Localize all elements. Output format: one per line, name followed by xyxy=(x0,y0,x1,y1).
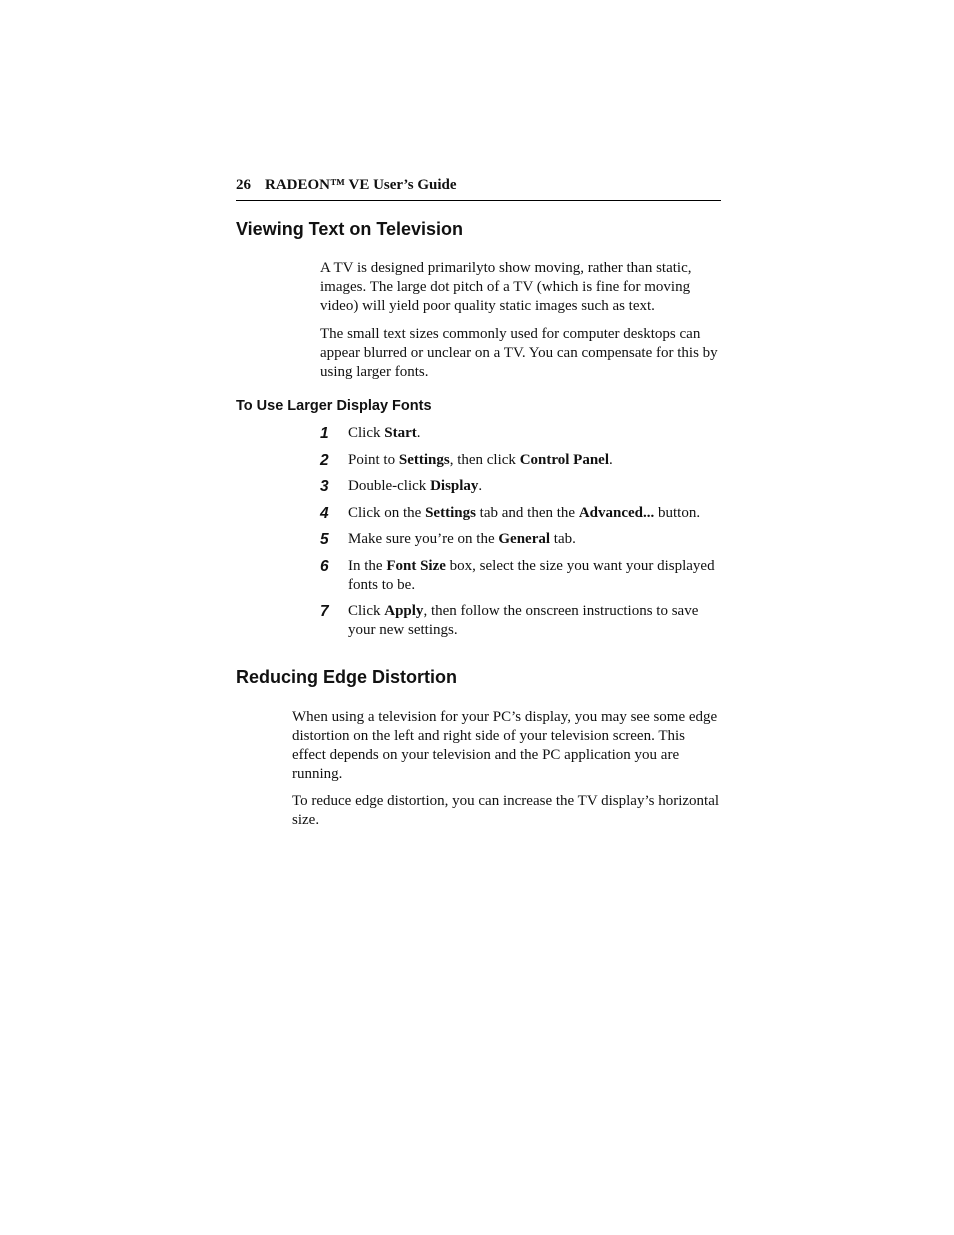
ui-term: Font Size xyxy=(386,557,446,574)
step-item xyxy=(320,424,720,443)
ui-term: Settings xyxy=(398,451,450,468)
step-item xyxy=(320,602,720,640)
step-item xyxy=(320,557,720,595)
ui-term: Settings xyxy=(425,504,476,521)
step-number: 4 xyxy=(320,504,329,522)
paragraph: When using a television for your PC’s display, you may see some edge distortion on the left and right side of your television screen. This effect depends on your television and the PC application you are running. xyxy=(292,709,718,782)
step-number: 1 xyxy=(320,425,329,442)
running-header xyxy=(236,177,721,201)
section-heading-viewing-text: Viewing Text on Television xyxy=(236,219,464,239)
step-text: . xyxy=(609,451,613,468)
step-text: Make sure you’re on the xyxy=(348,531,499,547)
ui-term: Advanced... xyxy=(578,504,655,521)
step-text: Click xyxy=(348,603,385,619)
step-text: In the xyxy=(348,557,387,574)
step-text: , then click xyxy=(449,451,520,468)
ui-term: Apply xyxy=(384,603,424,619)
procedure-heading: To Use Larger Display Fonts xyxy=(236,398,432,414)
procedure-steps xyxy=(320,424,720,648)
step-item xyxy=(320,477,720,496)
step-item xyxy=(320,451,720,470)
step-text: . xyxy=(416,425,421,441)
paragraph: The small text sizes commonly used for computer desktops can appear blurred or unclear on a TV. You can compensate for this by using larger fonts. xyxy=(320,326,718,380)
ui-term: Control Panel xyxy=(519,451,609,468)
step-number: 2 xyxy=(320,451,329,469)
paragraph: To reduce edge distortion, you can increase the TV display’s horizontal size. xyxy=(292,793,720,828)
step-text: . xyxy=(478,478,483,494)
step-text: Click xyxy=(348,425,385,441)
step-text: tab and then the xyxy=(475,504,579,521)
page-number: 26 xyxy=(236,177,251,193)
step-text: button. xyxy=(654,504,701,521)
step-number: 5 xyxy=(320,531,329,548)
ui-term: Start xyxy=(384,425,417,441)
step-number: 6 xyxy=(320,557,329,575)
ui-term: Display xyxy=(430,478,479,494)
guide-title: RADEON™ VE User’s Guide xyxy=(265,177,457,193)
step-text: Point to xyxy=(348,451,399,468)
ui-term: General xyxy=(498,531,551,547)
step-number: 3 xyxy=(320,478,329,495)
step-item xyxy=(320,504,720,523)
step-text: Click on the xyxy=(348,504,426,521)
paragraph: A TV is designed primarilyto show moving, rather than static, images. The large dot pitch of a TV (which is fine for moving video) will yield poor quality static images such as text. xyxy=(320,260,692,314)
step-text: , then follow the onscreen instructions to save your new settings. xyxy=(348,603,699,638)
step-text: Double-click xyxy=(348,478,431,494)
section-heading-edge-distortion: Reducing Edge Distortion xyxy=(236,667,458,687)
step-item xyxy=(320,530,720,549)
step-text: box, select the size you want your displayed fonts to be. xyxy=(348,557,715,593)
step-text: tab. xyxy=(550,531,576,547)
step-number: 7 xyxy=(320,603,329,620)
